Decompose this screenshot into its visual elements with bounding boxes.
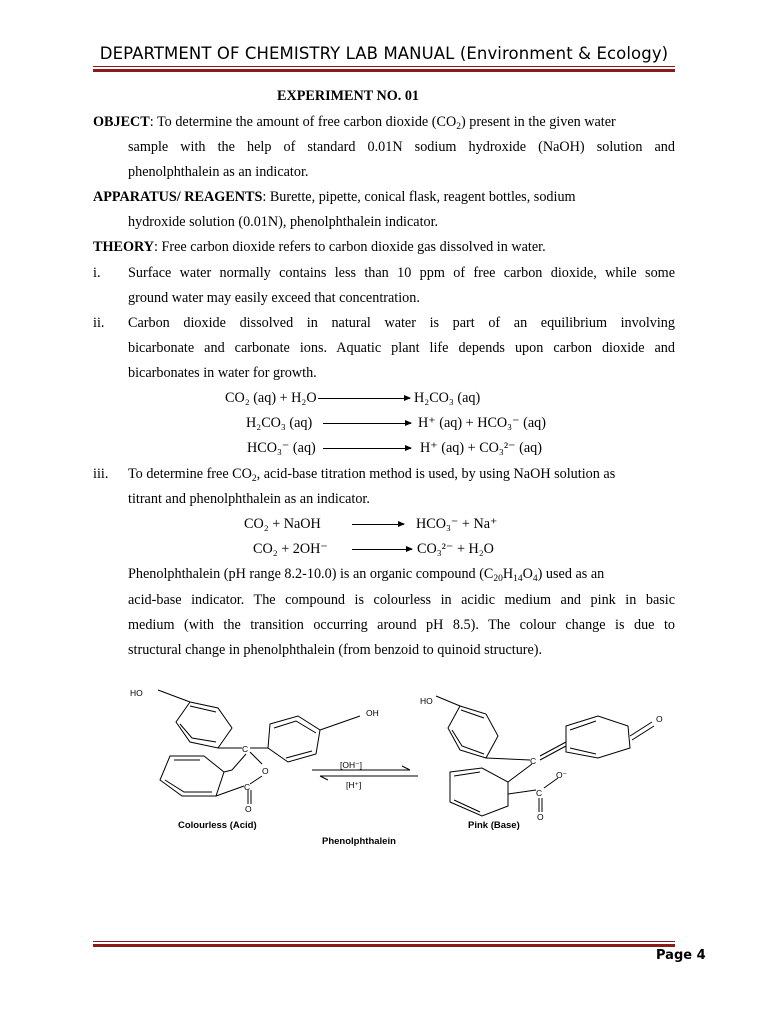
base-ho-label: HO <box>420 696 433 706</box>
phenolphthalein-structure-figure <box>120 686 680 856</box>
apparatus-line-2: hydroxide solution (0.01N), phenolphthalein indicator. <box>128 214 439 230</box>
acid-oh-label: OH <box>366 708 379 718</box>
phenolphthalein-structure-svg <box>120 686 680 856</box>
page-number: Page 4 <box>656 948 706 963</box>
phenol-line-4: structural change in phenolphthalein (from benzoid to quinoid structure). <box>128 642 543 658</box>
eq5-left: CO₂ + 2OH⁻ <box>253 541 328 557</box>
eq3-left: HCO₃⁻ (aq) <box>247 440 316 456</box>
item-ii-line-1: Carbon dioxide dissolved in natural water is part of an equilibrium involving <box>128 315 675 331</box>
list-marker-iii: iii. <box>93 466 109 482</box>
eq1-left: CO₂ (aq) + H₂O <box>225 390 317 406</box>
eq2-left: H₂CO₃ (aq) <box>246 415 313 431</box>
list-marker-ii: ii. <box>93 315 105 331</box>
base-o-minus: O⁻ <box>556 770 568 780</box>
reverse-condition: [H⁺] <box>346 780 362 790</box>
item-ii-line-3: bicarbonates in water for growth. <box>128 365 317 381</box>
base-quinone-oxygen: O <box>656 714 663 724</box>
label-colourless-acid: Colourless (Acid) <box>178 820 257 831</box>
apparatus-label: APPARATUS/ REAGENTS <box>93 189 263 205</box>
item-ii-line-2: bicarbonate and carbonate ions. Aquatic plant life depends upon carbon dioxide and <box>128 340 675 356</box>
experiment-title: EXPERIMENT NO. 01 <box>277 88 420 104</box>
acid-carbonyl-oxygen: O <box>245 804 252 814</box>
base-quinone-ring <box>566 716 630 758</box>
eq4-right: HCO₃⁻ + Na⁺ <box>416 516 498 532</box>
theory-line-1: THEORY: Free carbon dioxide refers to carbon dioxide gas dissolved in water. <box>93 239 546 255</box>
acid-benzo-ring <box>160 756 224 796</box>
item-iii-line-1: To determine free $CO_2$, acid-base titration method is used, by using NaOH solution as <box>128 466 616 484</box>
forward-condition: [OH⁻] <box>340 760 362 770</box>
base-center-carbon: C <box>530 756 537 766</box>
item-i-line-2: ground water may easily exceed that concentration. <box>128 290 420 306</box>
label-pink-base: Pink (Base) <box>468 820 520 831</box>
eq3-arrow <box>323 448 411 449</box>
base-carboxylate-oxygen: O <box>537 812 544 822</box>
page-header-title: DEPARTMENT OF CHEMISTRY LAB MANUAL (Environment & Ecology) <box>99 44 669 63</box>
header-rule-bottom <box>93 69 675 72</box>
eq5-arrow <box>352 549 412 550</box>
eq2-right: H⁺ (aq) + HCO₃⁻ (aq) <box>418 415 546 431</box>
phenol-line-3: medium (with the transition occurring around pH 8.5). The colour change is due to <box>128 617 675 633</box>
object-line-3: phenolphthalein as an indicator. <box>128 164 309 180</box>
eq4-left: CO₂ + NaOH <box>244 516 321 532</box>
footer-rule-top <box>93 941 675 942</box>
eq5-right: CO₃²⁻ + H₂O <box>417 541 494 557</box>
acid-ring-oxygen: O <box>262 766 269 776</box>
acid-phenol-ring-right <box>268 716 320 762</box>
eq2-arrow <box>323 423 411 424</box>
phenol-line-2: acid-base indicator. The compound is colourless in acidic medium and pink in basic <box>128 592 675 608</box>
list-marker-i: i. <box>93 265 101 281</box>
eq1-arrow <box>318 398 410 399</box>
eq4-arrow <box>352 524 404 525</box>
base-carboxylate-carbon: C <box>536 788 543 798</box>
item-i-line-1: Surface water normally contains less than 10 ppm of free carbon dioxide, while some <box>128 265 675 281</box>
footer-rule-bottom <box>93 944 675 947</box>
item-iii-line-2: titrant and phenolphthalein as an indicator. <box>128 491 370 507</box>
object-line-2: sample with the help of standard 0.01N sodium hydroxide (NaOH) solution and <box>128 139 675 155</box>
acid-carbonyl-carbon: C <box>244 782 251 792</box>
figure-caption: Phenolphthalein <box>322 836 396 847</box>
apparatus-line-1: APPARATUS/ REAGENTS: Burette, pipette, conical flask, reagent bottles, sodium <box>93 189 576 205</box>
acid-ho-label: HO <box>130 688 143 698</box>
acid-center-carbon: C <box>242 744 249 754</box>
eq3-right: H⁺ (aq) + CO₃²⁻ (aq) <box>420 440 543 456</box>
object-line-1: OBJECT: To determine the amount of free carbon dioxide $(CO_2)$ present in the given water <box>93 114 616 132</box>
theory-label: THEORY <box>93 239 154 255</box>
object-label: OBJECT <box>93 114 150 130</box>
phenol-line-1: Phenolphthalein (pH range 8.2-10.0) is an organic compound $(C_{20}H_{14}O_4)$ used as an <box>128 566 605 584</box>
header-rule-top <box>93 66 675 67</box>
eq1-right: H₂CO₃ (aq) <box>414 390 481 406</box>
